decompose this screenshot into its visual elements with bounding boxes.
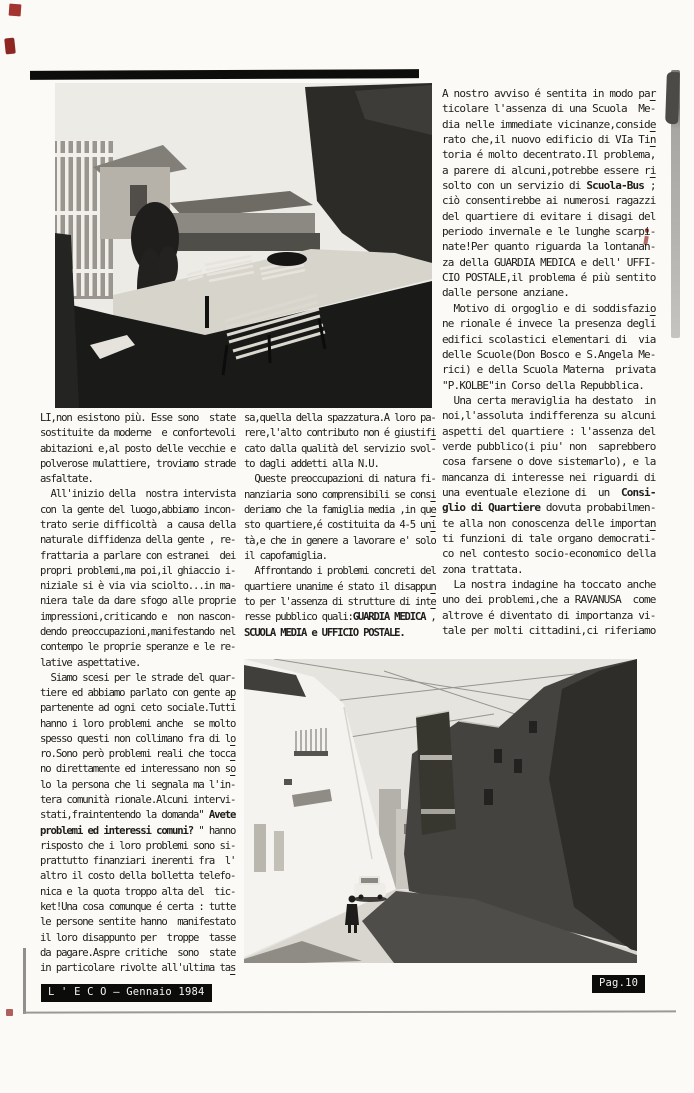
- text-line: frattaria a parlare con estranei dei: [40, 549, 236, 562]
- text-line: con la gente del luogo,abbiamo incon-: [40, 503, 236, 516]
- text-line: asfaltate.: [40, 473, 93, 486]
- text-line: te alla non conoscenza delle importan: [442, 516, 656, 530]
- text-line: naturale diffidenza della gente , re-: [40, 534, 236, 547]
- text-line: nanziaria sono comprensibili se consi: [244, 488, 436, 501]
- text-line: to per l'assenza di strutture di inte: [244, 596, 436, 609]
- text-column-middle: [244, 411, 436, 641]
- text-line: rici) e della Scuola Materna privata: [442, 363, 656, 377]
- text-line: nica e la quota troppo alta del tic-: [40, 885, 236, 898]
- text-line: rere,l'alto contributo non é giustifi: [244, 427, 436, 440]
- text-line: CIO POSTALE,il problema é più sentito: [442, 271, 656, 285]
- text-line: ciò consentirebbe ai numerosi ragazzi: [442, 194, 656, 208]
- text-line: sostituite da moderne e confortevoli: [40, 427, 236, 440]
- text-line: niera tale da dare sfogo alle proprie: [40, 595, 236, 608]
- scan-edge-blob: [665, 72, 680, 124]
- photo-street-illustration: [244, 659, 637, 963]
- text-line: ket!Una cosa comunque é certa : tutte: [40, 901, 236, 913]
- text-line: ti funzioni di tale organo democrati-: [442, 531, 656, 545]
- text-line: glio di Quartiere dovuta probabilmen-: [442, 501, 656, 515]
- text-line: dalle persone anziane.: [442, 286, 569, 300]
- text-line: nate!Per quanto riguarda la lontanan-: [442, 240, 656, 254]
- text-line: impressioni,criticando e non nascon-: [40, 610, 236, 623]
- text-line: niziale si è via via sciolto...in ma-: [40, 580, 236, 593]
- text-line: noi,l'assoluta indifferenza su alcuni: [442, 409, 656, 423]
- text-line: spesso questi non collimano fra di lo: [40, 732, 236, 745]
- photo-top-border: [30, 69, 419, 80]
- text-line: ro.Sono però problemi reali che tocca: [40, 748, 236, 761]
- text-line: abitazioni e,al posto delle vecchie e: [40, 442, 236, 455]
- text-line: A nostro avviso é sentita in modo par: [442, 87, 656, 100]
- footer-page-number: Pag.10: [592, 975, 645, 993]
- text-line: edifici scolastici elementari di via: [442, 332, 656, 346]
- text-line: in particolare rivolte all'ultima tas: [40, 962, 236, 975]
- text-line: propri problemi,ma poi,il ghiaccio i-: [40, 564, 236, 577]
- red-ink-mark: [4, 38, 16, 55]
- text-line: aspetti del quartiere : l'assenza del: [442, 424, 656, 438]
- text-line: hanno i loro problemi anche se molto: [40, 717, 236, 730]
- photo-street: [244, 659, 637, 963]
- text-line: co nel contesto socio-economico della: [442, 547, 656, 561]
- text-line: resse pubblico quali:GUARDIA MEDICA ,: [244, 611, 436, 624]
- text-line: dendo preoccupazioni,manifestando nel: [40, 625, 236, 638]
- text-line: cosa farsene o dove sistemarlo), e la: [442, 455, 656, 469]
- text-line: ticolare l'assenza di una Scuola Me-: [442, 102, 656, 116]
- text-line: tera comunità rionale.Alcuni intervi-: [40, 794, 236, 807]
- text-line: lo la persona che li segnala ma l'in-: [40, 778, 236, 791]
- text-line: no direttamente ed interessano non so: [40, 763, 236, 776]
- text-line: "P.KOLBE"in Corso della Repubblica.: [442, 378, 645, 392]
- text-line: mancanza di interesse nei riguardi di: [442, 470, 656, 484]
- text-line: Siamo scesi per le strade del quar-: [40, 671, 236, 684]
- text-line: contempo le proprie speranze e le re-: [40, 641, 236, 654]
- text-line: lative aspettative.: [40, 656, 141, 669]
- text-line: tale per molti cittadini,ci riferiamo: [442, 624, 656, 638]
- red-ink-mark: [6, 1009, 13, 1016]
- text-line: LI,non esistono più. Esse sono state: [40, 412, 236, 424]
- photo-piazza: [55, 83, 432, 408]
- photo-piazza-illustration: [55, 83, 432, 408]
- text-column-right: [442, 86, 656, 638]
- text-line: sa,quella della spazzatura.A loro pa-: [244, 412, 436, 424]
- text-line: uno dei problemi,che a RAVANUSA come: [442, 593, 656, 607]
- page-edge-line: [24, 1010, 676, 1013]
- text-line: All'inizio della nostra intervista: [40, 488, 236, 501]
- text-line: solto con un servizio di Scuola-Bus ;: [442, 179, 656, 193]
- text-line: toria é molto decentrato.Il problema,: [442, 148, 656, 162]
- text-line: quartiere unanime é stato il disappun: [244, 580, 436, 593]
- text-line: Affrontando i problemi concreti del: [244, 565, 436, 578]
- text-line: Una certa meraviglia ha destato in: [442, 393, 656, 407]
- text-line: trato serie difficoltà a causa della: [40, 518, 236, 531]
- text-line: partenente ad ogni ceto sociale.Tutti: [40, 702, 236, 715]
- text-line: dia nelle immediate vicinanze,conside: [442, 117, 656, 131]
- text-line: il capofamiglia.: [244, 550, 327, 563]
- text-line: stati,fraintentendo la domanda" Avete: [40, 809, 236, 822]
- text-line: tà,e che in genere a lavorare e' solo: [244, 534, 436, 547]
- text-line: verde pubblico(i piu' non saprebbero: [442, 439, 656, 453]
- text-line: una eventuale elezione di un Consi-: [442, 485, 656, 499]
- text-line: rato che,il nuovo edificio di VIa Tin: [442, 133, 656, 147]
- text-line: za della GUARDIA MEDICA e dell' UFFI-: [442, 255, 656, 269]
- text-line: La nostra indagine ha toccato anche: [442, 578, 656, 591]
- text-line: risposto che i loro problemi sono si-: [40, 839, 236, 852]
- text-line: altrove é diventato di importanza vi-: [442, 608, 656, 622]
- red-ink-mark: [9, 4, 22, 17]
- text-column-left: [40, 411, 235, 976]
- text-line: a parere di alcuni,potrebbe essere ri: [442, 163, 656, 177]
- text-line: Motivo di orgoglio e di soddisfazio: [442, 301, 656, 315]
- text-line: polverose mulattiere, troviamo strade: [40, 457, 236, 470]
- text-line: tiere ed abbiamo parlato con gente ap: [40, 687, 236, 700]
- text-line: ne rionale é invece la presenza degli: [442, 317, 656, 331]
- text-line: sto quartiere,é costituita da 4-5 uni: [244, 519, 436, 532]
- text-line: deriamo che la famiglia media ,in que: [244, 504, 436, 517]
- text-line: del quartiere di evitare i disagi del: [442, 209, 656, 223]
- text-line: problemi ed interessi comuni? " hanno: [40, 824, 236, 837]
- text-line: zona trattata.: [442, 562, 523, 576]
- text-line: Queste preoccupazioni di natura fi-: [244, 473, 436, 486]
- text-line: SCUOLA MEDIA e UFFICIO POSTALE.: [244, 626, 405, 639]
- text-line: to dagli addetti alla N.U.: [244, 458, 379, 471]
- text-line: delle Scuole(Don Bosco e S.Angela Me-: [442, 347, 656, 361]
- text-line: le persone sentite hanno manifestato: [40, 916, 236, 929]
- text-line: altro il costo della bolletta telefo-: [40, 870, 236, 883]
- text-line: il loro disappunto per troppe tasse: [40, 931, 236, 944]
- text-line: prattutto finanziari inerenti fra l': [40, 855, 236, 868]
- footer-issue-label: L ' E C O – Gennaio 1984: [41, 984, 212, 1002]
- text-line: periodo invernale e le lunghe scarpi-: [442, 225, 656, 239]
- text-line: cato dalla qualità del servizio svol-: [244, 442, 436, 455]
- page-edge-line: [23, 948, 26, 1014]
- text-line: da pagare.Aspre critiche sono state: [40, 946, 236, 959]
